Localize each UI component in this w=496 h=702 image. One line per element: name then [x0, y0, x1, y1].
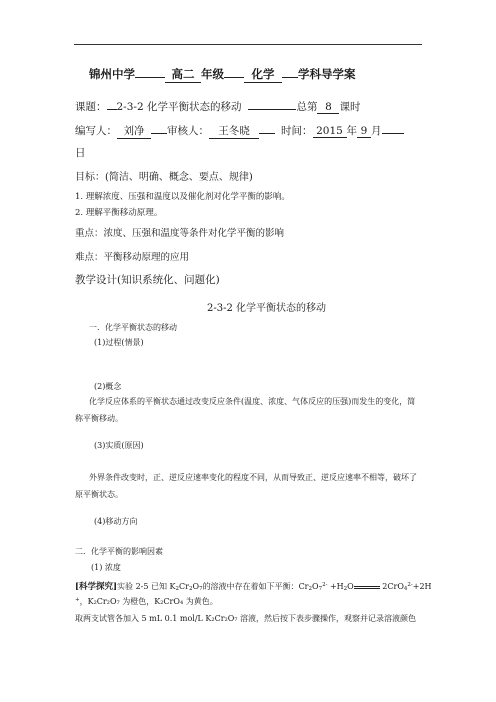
section-title: 2-3-2 化学平衡状态的移动	[207, 303, 327, 314]
writer-name: 刘净	[117, 123, 151, 139]
reviewer-label: 审核人：	[167, 125, 209, 137]
goals-heading: 目标：(简洁、明确、概念、要点、规律)	[75, 172, 253, 183]
authors-line	[75, 123, 404, 139]
reviewer-name: 王冬晓	[209, 123, 259, 139]
experiment-text: 实验 2-5 已知 K	[117, 582, 176, 591]
essence-text: 外界条件改变时，正、逆反应速率变化的程度不同，从而导致正、逆反应速率不相等，破坏了原平衡状态。	[75, 473, 417, 499]
grade-value: 高二	[165, 66, 201, 83]
equation: $Cr2O7^{2-} +H2O$ $2CrO4^{2-}+2H$	[298, 582, 432, 592]
concept-item: (2)概念	[94, 382, 122, 391]
part2-heading: 二．化学平衡的影响因素	[75, 547, 163, 556]
school-name: 锦州中学	[89, 67, 135, 81]
goal-item-1: 1. 理解浓度、压强和温度以及催化剂对化学平衡的影响。	[75, 192, 290, 202]
time-label: 时间：	[281, 125, 313, 137]
topic-value: 2-3-2 化学平衡状态的移动	[116, 101, 242, 113]
subject-suffix: 学科导学案	[298, 67, 356, 81]
total-value: 8	[317, 101, 339, 114]
difficulty: 难点：平衡移动原理的应用	[75, 252, 190, 263]
year-suffix: 年	[346, 125, 357, 137]
concentration-item: (1) 浓度	[91, 563, 121, 572]
experiment-line-1: [科学探究]实验 2-5 已知 K2Cr2O7的溶液中存在着如下平衡：$Cr2O7^{2-} +H2O$ $2CrO4^{2-}+2H$	[75, 582, 432, 592]
subject-value: 化学	[244, 66, 282, 83]
month-suffix: 月	[371, 125, 382, 137]
grade-suffix: 年级	[201, 67, 224, 81]
month-value: 9	[357, 125, 371, 138]
total-label: 总第	[296, 101, 318, 113]
experiment-line-2: +，K₂Cr₂O₇ 为橙色，K₂CrO₄ 为黄色。	[75, 597, 218, 606]
total-suffix: 课时	[339, 101, 361, 113]
experiment-line-3: 取两支试管各加入 5 mL 0.1 mol/L K₂Cr₂O₇ 溶液，然后按下表步骤操作，观察并记录溶液颜色	[75, 614, 417, 623]
equilibrium-arrow	[354, 585, 380, 590]
direction-item: (4)移动方向	[94, 517, 138, 526]
part1-heading: 一．化学平衡状态的移动	[89, 323, 177, 332]
topic-label: 课题：	[75, 101, 107, 113]
essence-item: (3)实质(原因)	[94, 441, 144, 450]
writer-label: 编写人：	[75, 125, 117, 137]
top-rule	[74, 44, 422, 45]
experiment-text-2: 的溶液中存在着如下平衡：	[202, 582, 299, 591]
day-suffix: 日	[75, 147, 86, 159]
design-heading: 教学设计(知识系统化、问题化)	[75, 274, 220, 286]
goal-item-2: 2. 理解平衡移动原理。	[75, 208, 163, 218]
document-header	[89, 66, 356, 83]
topic-line	[75, 99, 360, 114]
year-value: 2015	[313, 125, 347, 138]
color-note: ，K₂Cr₂O₇ 为橙色，K₂CrO₄ 为黄色。	[79, 597, 218, 606]
concept-text: 化学反应体系的平衡状态通过改变反应条件(温度、浓度、气体反应的压强)而发生的变化，简称平衡移动。	[75, 397, 416, 423]
experiment-tag: [科学探究]	[75, 582, 118, 592]
key-point: 重点：浓度、压强和温度等条件对化学平衡的影响	[75, 228, 285, 239]
process-item: (1)过程(情景)	[94, 338, 144, 347]
